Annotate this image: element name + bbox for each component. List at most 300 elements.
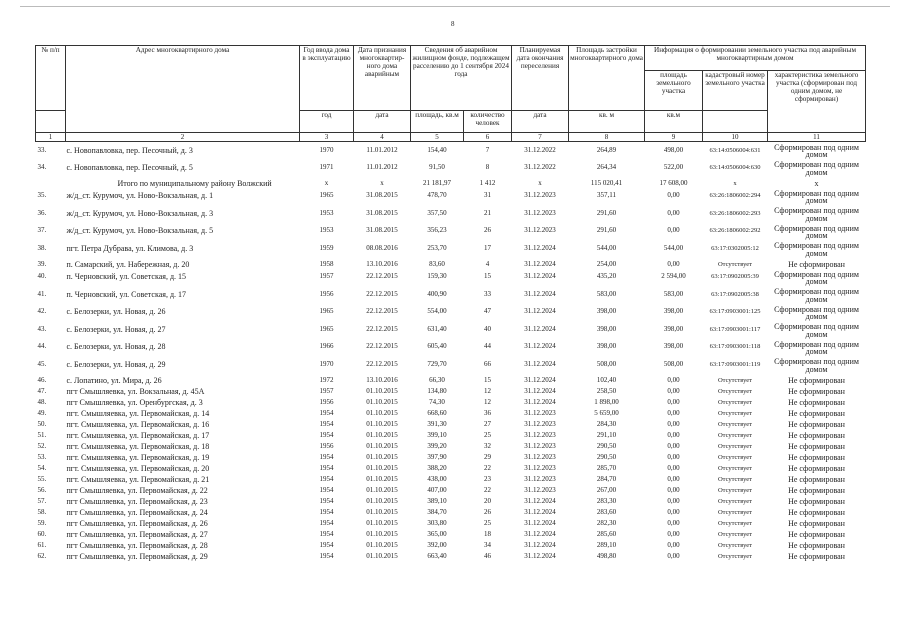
row-number: 54. — [37, 463, 47, 472]
year-cell: 1958 — [319, 259, 334, 268]
header-address: Адрес многоквартирного дома — [66, 46, 300, 133]
row-number: 46. — [37, 375, 47, 384]
table-row — [36, 462, 866, 473]
row-number: 34. — [37, 162, 47, 171]
date-cell: 01.10.2015 — [366, 474, 398, 483]
cadastral-cell: Отсутствует — [717, 442, 753, 450]
table-row — [36, 286, 866, 304]
date-cell: 01.10.2015 — [366, 551, 398, 560]
people-cell: 18 — [484, 529, 491, 538]
year-cell: 1954 — [319, 507, 334, 516]
year-cell: 1957 — [319, 386, 334, 395]
table-body — [36, 142, 866, 561]
cadastral-cell: Отсутствует — [717, 387, 753, 395]
date-cell: 01.10.2015 — [366, 397, 398, 406]
address-cell: ж/д_ст. Курумоч, ул. Ново-Вокзальная, д. 3 — [66, 208, 214, 218]
address-cell: пгт. Смышляевка, ул. Первомайская, д. 18 — [66, 441, 210, 451]
build-area-cell: 398,00 — [596, 342, 617, 351]
cadastral-cell: х — [733, 179, 737, 187]
table-row — [36, 205, 866, 223]
date-cell: 31.08.2015 — [366, 191, 398, 200]
table-row — [36, 473, 866, 484]
table-row — [36, 407, 866, 418]
year-cell: 1954 — [319, 485, 334, 494]
table-row — [36, 429, 866, 440]
characteristic-cell: Не сформирован — [788, 474, 845, 484]
row-number: 41. — [37, 289, 47, 298]
planned-date-cell: 31.12.2024 — [524, 359, 556, 368]
area-cell: 384,70 — [427, 507, 447, 516]
year-cell: 1954 — [319, 430, 334, 439]
planned-date-cell: 31.12.2024 — [524, 518, 556, 527]
area-cell: 438,00 — [427, 474, 447, 483]
address-cell: с. Белозерки, ул. Новая, д. 28 — [66, 342, 166, 352]
row-number: 53. — [37, 452, 47, 461]
address-cell: пгт. Смышляевка, ул. Первомайская, д. 21 — [66, 474, 210, 484]
row-number: 38. — [37, 243, 47, 252]
date-cell: 01.10.2015 — [366, 540, 398, 549]
area-cell: 554,00 — [427, 307, 447, 316]
build-area-cell: 290,50 — [596, 441, 617, 450]
table-row — [36, 539, 866, 550]
land-area-cell: 0,00 — [667, 419, 680, 428]
cadastral-cell: 63:26:1806002:294 — [709, 192, 761, 200]
characteristic-cell: Сформирован под одним домом — [774, 142, 859, 159]
date-cell: 01.10.2015 — [366, 441, 398, 450]
planned-date-cell: 31.12.2022 — [524, 162, 556, 171]
date-cell: 01.10.2015 — [366, 529, 398, 538]
row-number: 50. — [37, 419, 47, 428]
year-cell: 1954 — [319, 408, 334, 417]
characteristic-cell: Не сформирован — [788, 452, 845, 462]
area-cell: 400,90 — [427, 289, 447, 298]
planned-date-cell: 31.12.2023 — [524, 408, 556, 417]
year-cell: 1954 — [319, 474, 334, 483]
cadastral-cell: 63:14:0506004:630 — [709, 163, 761, 171]
characteristic-cell: Не сформирован — [788, 485, 845, 495]
planned-date-cell: 31.12.2023 — [524, 419, 556, 428]
build-area-cell: 583,00 — [596, 289, 617, 298]
year-cell: 1970 — [319, 359, 334, 368]
build-area-cell: 291,60 — [596, 226, 617, 235]
people-cell: 22 — [484, 463, 491, 472]
people-cell: 22 — [484, 485, 491, 494]
characteristic-cell: Не сформирован — [788, 463, 845, 473]
build-area-cell: 508,00 — [596, 359, 617, 368]
build-area-cell: 283,30 — [596, 496, 617, 505]
build-area-cell: 284,70 — [596, 474, 617, 483]
planned-date-cell: 31.12.2023 — [524, 191, 556, 200]
table-row — [36, 451, 866, 462]
row-number: 35. — [37, 191, 47, 200]
planned-date-cell: 31.12.2023 — [524, 463, 556, 472]
characteristic-cell: Не сформирован — [788, 375, 845, 385]
row-number: 43. — [37, 324, 47, 333]
build-area-cell: 283,60 — [596, 507, 617, 516]
row-number: 52. — [37, 441, 47, 450]
area-cell: 391,30 — [427, 419, 447, 428]
people-cell: 46 — [484, 551, 491, 560]
header-cadastral: кадастровый номер земельного участка — [703, 71, 768, 111]
land-area-cell: 0,00 — [667, 452, 680, 461]
land-area-cell: 0,00 — [667, 507, 680, 516]
address-cell: п. Черновский, ул. Советская, д. 15 — [66, 272, 187, 282]
land-area-cell: 544,00 — [663, 243, 684, 252]
people-cell: 15 — [484, 272, 491, 281]
row-number: 39. — [37, 259, 47, 268]
col-number: 1 — [36, 133, 66, 142]
cadastral-cell: 63:26:1806002:292 — [709, 227, 761, 235]
people-cell: 40 — [484, 324, 491, 333]
characteristic-cell: Сформирован под одним домом — [774, 322, 859, 339]
people-cell: 66 — [484, 359, 491, 368]
area-cell: 729,70 — [427, 359, 447, 368]
area-cell: 356,23 — [427, 226, 447, 235]
address-cell: п. Черновский, ул. Советская, д. 17 — [66, 289, 187, 299]
table-row — [36, 304, 866, 322]
cadastral-cell: 63:14:0506004:631 — [709, 146, 761, 154]
table-row — [36, 321, 866, 339]
characteristic-cell: Сформирован под одним домом — [774, 269, 859, 286]
col-number: 7 — [512, 133, 569, 142]
date-cell: х — [380, 178, 384, 187]
header-date-recognized: Дата признания многоквартир-ного дома аварийным — [354, 46, 411, 111]
cadastral-cell: 63:17:0903001:117 — [709, 325, 761, 333]
people-cell: 27 — [484, 419, 491, 428]
header-land-area: площадь земельного участка — [645, 71, 703, 111]
year-cell: 1954 — [319, 452, 334, 461]
address-cell: с. Лопатино, ул. Мира, д. 26 — [66, 375, 162, 385]
characteristic-cell: Не сформирован — [788, 507, 845, 517]
table-row — [36, 528, 866, 539]
characteristic-cell: Не сформирован — [788, 441, 845, 451]
planned-date-cell: 31.12.2024 — [524, 324, 556, 333]
row-number: 47. — [37, 386, 47, 395]
cadastral-cell: 63:17:0902005:39 — [711, 273, 759, 281]
row-number: 40. — [37, 272, 47, 281]
row-number: 61. — [37, 540, 47, 549]
planned-date-cell: 31.12.2023 — [524, 452, 556, 461]
build-area-cell: 435,20 — [596, 272, 617, 281]
build-area-cell: 291,10 — [596, 430, 617, 439]
people-cell: 17 — [484, 243, 491, 252]
planned-date-cell: 31.12.2023 — [524, 441, 556, 450]
date-cell: 01.10.2015 — [366, 419, 398, 428]
address-cell: с. Новопавловка, пер. Песочный, д. 3 — [66, 145, 193, 155]
header-emergency-info: Сведения об аварийном жилищном фонде, подлежащем расселению до 1 сентября 2024 года — [411, 46, 512, 111]
row-number: 60. — [37, 529, 47, 538]
row-number: 36. — [37, 208, 47, 217]
planned-date-cell: 31.12.2022 — [524, 145, 556, 154]
col-number: 10 — [703, 133, 768, 142]
people-cell: 47 — [484, 307, 491, 316]
people-cell: 12 — [484, 397, 491, 406]
build-area-cell: 264,34 — [596, 162, 617, 171]
area-cell: 399,20 — [427, 441, 447, 450]
planned-date-cell: 31.12.2024 — [524, 307, 556, 316]
people-cell: 20 — [484, 496, 491, 505]
row-number: 48. — [37, 397, 47, 406]
land-area-cell: 0,00 — [667, 226, 680, 235]
address-cell: пгт Смышляевка, ул. Первомайская, д. 22 — [66, 485, 208, 495]
address-cell: пгт. Смышляевка, ул. Первомайская, д. 17 — [66, 430, 210, 440]
total-row — [36, 177, 866, 188]
year-cell: 1953 — [319, 208, 334, 217]
year-cell: 1954 — [319, 551, 334, 560]
land-area-cell: 0,00 — [667, 430, 680, 439]
people-cell: 32 — [484, 441, 491, 450]
area-cell: 478,70 — [427, 191, 447, 200]
characteristic-cell: Не сформирован — [788, 529, 845, 539]
area-cell: 388,20 — [427, 463, 447, 472]
year-cell: 1953 — [319, 226, 334, 235]
address-cell: пгт Смышляевка, ул. Первомайская, д. 26 — [66, 518, 208, 528]
characteristic-cell: Сформирован под одним домом — [774, 223, 859, 240]
row-number: 51. — [37, 430, 47, 439]
planned-date-cell: 31.12.2024 — [524, 386, 556, 395]
address-cell: пгт Смышляевка, ул. Первомайская, д. 27 — [66, 529, 208, 539]
table-row — [36, 159, 866, 177]
header-unit-cad-blank — [703, 111, 768, 133]
people-cell: 25 — [484, 430, 491, 439]
date-cell: 11.01.2012 — [366, 145, 398, 154]
cadastral-cell: Отсутствует — [717, 552, 753, 560]
land-area-cell: 0,00 — [667, 474, 680, 483]
emergency-housing-table — [35, 45, 866, 561]
land-area-cell: 0,00 — [667, 551, 680, 560]
date-cell: 01.10.2015 — [366, 452, 398, 461]
row-number: 55. — [37, 474, 47, 483]
table-row — [36, 142, 866, 160]
build-area-cell: 258,50 — [596, 386, 617, 395]
year-cell: 1965 — [319, 307, 334, 316]
address-cell: пгт. Смышляевка, ул. Первомайская, д. 14 — [66, 408, 210, 418]
land-area-cell: 0,00 — [667, 259, 680, 268]
date-cell: 13.10.2016 — [366, 375, 398, 384]
cadastral-cell: 63:17:0903001:125 — [709, 308, 761, 316]
cadastral-cell: Отсутствует — [717, 486, 753, 494]
people-cell: 25 — [484, 518, 491, 527]
cadastral-cell: 63:17:0302005:12 — [711, 244, 759, 252]
year-cell: х — [324, 178, 329, 187]
build-area-cell: 357,11 — [597, 191, 616, 200]
build-area-cell: 284,30 — [596, 419, 617, 428]
characteristic-cell: Не сформирован — [788, 430, 845, 440]
address-cell: пгт Смышляевка, ул. Первомайская, д. 29 — [66, 551, 208, 561]
col-number: 8 — [569, 133, 645, 142]
area-cell: 668,60 — [427, 408, 447, 417]
land-area-cell: 398,00 — [663, 324, 684, 333]
build-area-cell: 544,00 — [596, 243, 617, 252]
build-area-cell: 285,70 — [596, 463, 617, 472]
col-number: 11 — [768, 133, 866, 142]
characteristic-cell: Сформирован под одним домом — [774, 304, 859, 321]
address-cell: с. Белозерки, ул. Новая, д. 27 — [66, 324, 166, 334]
planned-date-cell: 31.12.2024 — [524, 507, 556, 516]
people-cell: 44 — [484, 342, 491, 351]
land-area-cell: 0,00 — [667, 208, 680, 217]
planned-date-cell: 31.12.2023 — [524, 474, 556, 483]
table-row — [36, 356, 866, 374]
header-unit-sqm2: кв.м — [645, 111, 703, 133]
cadastral-cell: Отсутствует — [717, 409, 753, 417]
people-cell: 34 — [484, 540, 491, 549]
date-cell: 22.12.2015 — [366, 272, 398, 281]
build-area-cell: 398,00 — [596, 307, 617, 316]
col-number: 9 — [645, 133, 703, 142]
address-cell: пгт Смышляевка, ул. Первомайская, д. 23 — [66, 496, 208, 506]
cadastral-cell: Отсутствует — [717, 260, 753, 268]
row-number — [36, 177, 66, 188]
land-area-cell: 0,00 — [667, 496, 680, 505]
cadastral-cell: 63:17:0903001:119 — [709, 360, 761, 368]
people-cell: 4 — [485, 259, 490, 268]
land-area-cell: 398,00 — [663, 342, 684, 351]
area-cell: 392,00 — [427, 540, 447, 549]
date-cell: 22.12.2015 — [366, 324, 398, 333]
table-row — [36, 374, 866, 385]
area-cell: 399,10 — [427, 430, 447, 439]
address-cell: с. Новопавловка, пер. Песочный, д. 5 — [66, 162, 193, 172]
area-cell: 154,40 — [427, 145, 447, 154]
area-cell: 631,40 — [427, 324, 447, 333]
people-cell: 29 — [484, 452, 491, 461]
page-number: 8 — [451, 20, 455, 28]
date-cell: 01.10.2015 — [366, 507, 398, 516]
date-cell: 22.12.2015 — [366, 359, 398, 368]
table-row — [36, 418, 866, 429]
header-build-area: Площадь застройки многоквартирного дома — [569, 46, 645, 111]
characteristic-cell: Не сформирован — [788, 518, 845, 528]
row-number: 37. — [37, 226, 47, 235]
year-cell: 1956 — [319, 397, 334, 406]
land-area-cell: 0,00 — [667, 529, 680, 538]
land-area-cell: 0,00 — [667, 441, 680, 450]
planned-date-cell: 31.12.2024 — [524, 540, 556, 549]
area-cell: 605,40 — [427, 342, 447, 351]
build-area-cell: 282,30 — [596, 518, 617, 527]
row-number: 58. — [37, 507, 47, 516]
date-cell: 01.10.2015 — [366, 518, 398, 527]
land-area-cell: 0,00 — [667, 518, 680, 527]
address-cell: ж/д_ст. Курумоч, ул. Ново-Вокзальная, д. 1 — [66, 191, 214, 201]
date-cell: 01.10.2015 — [366, 485, 398, 494]
row-number: 44. — [37, 342, 47, 351]
row-number: 56. — [37, 485, 47, 494]
header-unit-area: площадь, кв.м — [411, 111, 464, 133]
planned-date-cell: 31.12.2024 — [524, 551, 556, 560]
cadastral-cell: Отсутствует — [717, 541, 753, 549]
table-row — [36, 396, 866, 407]
address-cell: пгт. Смышляевка, ул. Первомайская, д. 16 — [66, 419, 210, 429]
cadastral-cell: Отсутствует — [717, 530, 753, 538]
area-cell: 253,70 — [427, 243, 447, 252]
date-cell: 22.12.2015 — [366, 307, 398, 316]
area-cell: 134,80 — [427, 386, 447, 395]
table-row — [36, 258, 866, 269]
planned-date-cell: 31.12.2023 — [524, 226, 556, 235]
header-characteristic: характеристика земельного участка (сформирован под одним домом, не сформирован) — [768, 71, 866, 133]
date-cell: 01.10.2015 — [366, 430, 398, 439]
build-area-cell: 5 659,00 — [594, 408, 619, 417]
planned-date-cell: 31.12.2023 — [524, 485, 556, 494]
date-cell: 01.10.2015 — [366, 386, 398, 395]
year-cell: 1959 — [319, 243, 334, 252]
year-cell: 1970 — [319, 145, 334, 154]
people-cell: 15 — [484, 375, 491, 384]
people-cell: 36 — [484, 408, 491, 417]
characteristic-cell: Не сформирован — [788, 419, 845, 429]
people-cell: 33 — [484, 289, 491, 298]
land-area-cell: 0,00 — [667, 540, 680, 549]
year-cell: 1954 — [319, 518, 334, 527]
header-num: № п/п — [36, 46, 66, 111]
area-cell: 365,00 — [427, 529, 447, 538]
cadastral-cell: Отсутствует — [717, 464, 753, 472]
people-cell: 26 — [484, 226, 491, 235]
header-planned-end: Планируемая дата окончания переселения — [512, 46, 569, 111]
header-unit-year: год — [300, 111, 354, 133]
date-cell: 31.08.2015 — [366, 208, 398, 217]
area-cell: 397,90 — [427, 452, 447, 461]
row-number: 59. — [37, 518, 47, 527]
cadastral-cell: 63:26:1806002:293 — [709, 209, 761, 217]
year-cell: 1957 — [319, 272, 334, 281]
date-cell: 01.10.2015 — [366, 463, 398, 472]
cadastral-cell: Отсутствует — [717, 376, 753, 384]
characteristic-cell: Сформирован под одним домом — [774, 339, 859, 356]
characteristic-cell: Сформирован под одним домом — [774, 241, 859, 258]
land-area-cell: 0,00 — [667, 485, 680, 494]
characteristic-cell: Сформирован под одним домом — [774, 188, 859, 205]
date-cell: 22.12.2015 — [366, 289, 398, 298]
build-area-cell: 264,89 — [596, 145, 617, 154]
header-year: Год ввода дома в эксплуатацию — [300, 46, 354, 111]
date-cell: 11.01.2012 — [366, 162, 398, 171]
year-cell: 1956 — [319, 289, 334, 298]
land-area-cell: 0,00 — [667, 463, 680, 472]
header-unit-date2: дата — [512, 111, 569, 133]
people-cell: 31 — [484, 191, 491, 200]
land-area-cell: 0,00 — [667, 408, 680, 417]
area-cell: 303,80 — [427, 518, 447, 527]
characteristic-cell: Не сформирован — [788, 540, 845, 550]
address-cell: ж/д_ст. Курумоч, ул. Ново-Вокзальная, д. 5 — [66, 226, 214, 236]
address-cell: п. Самарский, ул. Набережная, д. 20 — [66, 259, 190, 269]
characteristic-cell: Сформирован под одним домом — [774, 206, 859, 223]
planned-date-cell: 31.12.2024 — [524, 243, 556, 252]
row-number: 45. — [37, 359, 47, 368]
year-cell: 1954 — [319, 419, 334, 428]
address-cell: Итого по муниципальному району Волжский — [117, 178, 272, 188]
land-area-cell: 0,00 — [667, 191, 680, 200]
date-cell: 08.08.2016 — [366, 243, 398, 252]
area-cell: 407,00 — [427, 485, 447, 494]
row-number: 57. — [37, 496, 47, 505]
build-area-cell: 289,10 — [596, 540, 617, 549]
build-area-cell: 1 898,00 — [594, 397, 619, 406]
row-number: 33. — [37, 145, 47, 154]
planned-date-cell: 31.12.2023 — [524, 208, 556, 217]
people-cell: 8 — [485, 162, 490, 171]
area-cell: 21 181,97 — [423, 178, 451, 187]
table-row — [36, 188, 866, 206]
cadastral-cell: Отсутствует — [717, 420, 753, 428]
year-cell: 1954 — [319, 529, 334, 538]
col-number: 2 — [66, 133, 300, 142]
area-cell: 83,60 — [429, 259, 445, 268]
characteristic-cell: Сформирован под одним домом — [774, 357, 859, 374]
